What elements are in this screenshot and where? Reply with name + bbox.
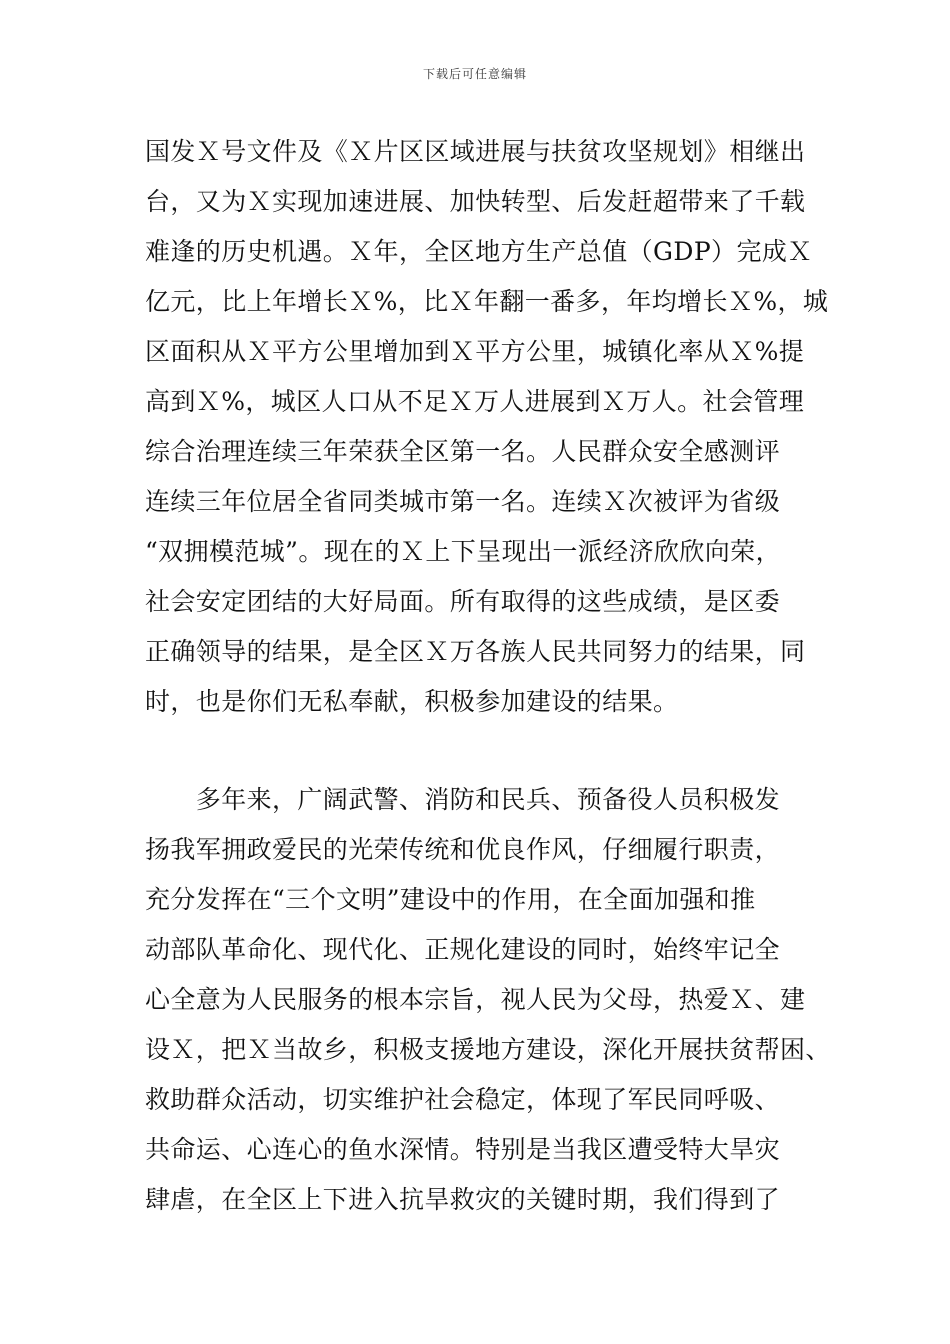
text-line: 综合治理连续三年荣获全区第一名。人民群众安全感测评 [145, 437, 781, 466]
page-header: 下载后可任意编辑 [422, 67, 527, 81]
text-line: 亿元，比上年增长Ｘ%，比Ｘ年翻一番多，年均增长Ｘ%，城 [145, 287, 829, 316]
text-line: 多年来，广阔武警、消防和民兵、预备役人员积极发 [145, 785, 781, 814]
text-line: 连续三年位居全省同类城市第一名。连续Ｘ次被评为省级 [145, 487, 781, 516]
paragraph-1 [145, 127, 845, 727]
text-line: 动部队革命化、现代化、正规化建设的同时，始终牢记全 [145, 935, 781, 964]
text-line: 高到Ｘ%，城区人口从不足Ｘ万人进展到Ｘ万人。社会管理 [145, 387, 805, 416]
text-line: 设Ｘ，把Ｘ当故乡，积极支援地方建设，深化开展扶贫帮困、 [145, 1035, 831, 1064]
text-line: 社会安定团结的大好局面。所有取得的这些成绩，是区委 [145, 587, 781, 616]
text-line: 国发Ｘ号文件及《Ｘ片区区域进展与扶贫攻坚规划》相继出 [145, 137, 806, 166]
text-line: 共命运、心连心的鱼水深情。特别是当我区遭受特大旱灾 [145, 1135, 781, 1164]
text-line: 难逢的历史机遇。Ｘ年，全区地方生产总值（GDP）完成Ｘ [145, 237, 813, 266]
text-line: 扬我军拥政爱民的光荣传统和优良作风，仔细履行职责， [145, 835, 781, 864]
text-line: “双拥模范城”。现在的Ｘ上下呈现出一派经济欣欣向荣， [145, 537, 781, 566]
text-line: 时，也是你们无私奉献，积极参加建设的结果。 [145, 687, 679, 716]
text-line: 正确领导的结果，是全区Ｘ万各族人民共同努力的结果，同 [145, 637, 806, 666]
text-line: 肆虐，在全区上下进入抗旱救灾的关键时期，我们得到了 [145, 1185, 781, 1214]
text-line: 区面积从Ｘ平方公里增加到Ｘ平方公里，城镇化率从Ｘ%提 [145, 337, 805, 366]
paragraph-2 [145, 775, 845, 1225]
text-line: 救助群众活动，切实维护社会稳定，体现了军民同呼吸、 [145, 1085, 781, 1114]
text-line: 台，又为Ｘ实现加速进展、加快转型、后发赶超带来了千载 [145, 187, 806, 216]
text-line: 充分发挥在“三个文明”建设中的作用，在全面加强和推 [145, 885, 756, 914]
text-line: 心全意为人民服务的根本宗旨，视人民为父母，热爱Ｘ、建 [145, 985, 806, 1014]
